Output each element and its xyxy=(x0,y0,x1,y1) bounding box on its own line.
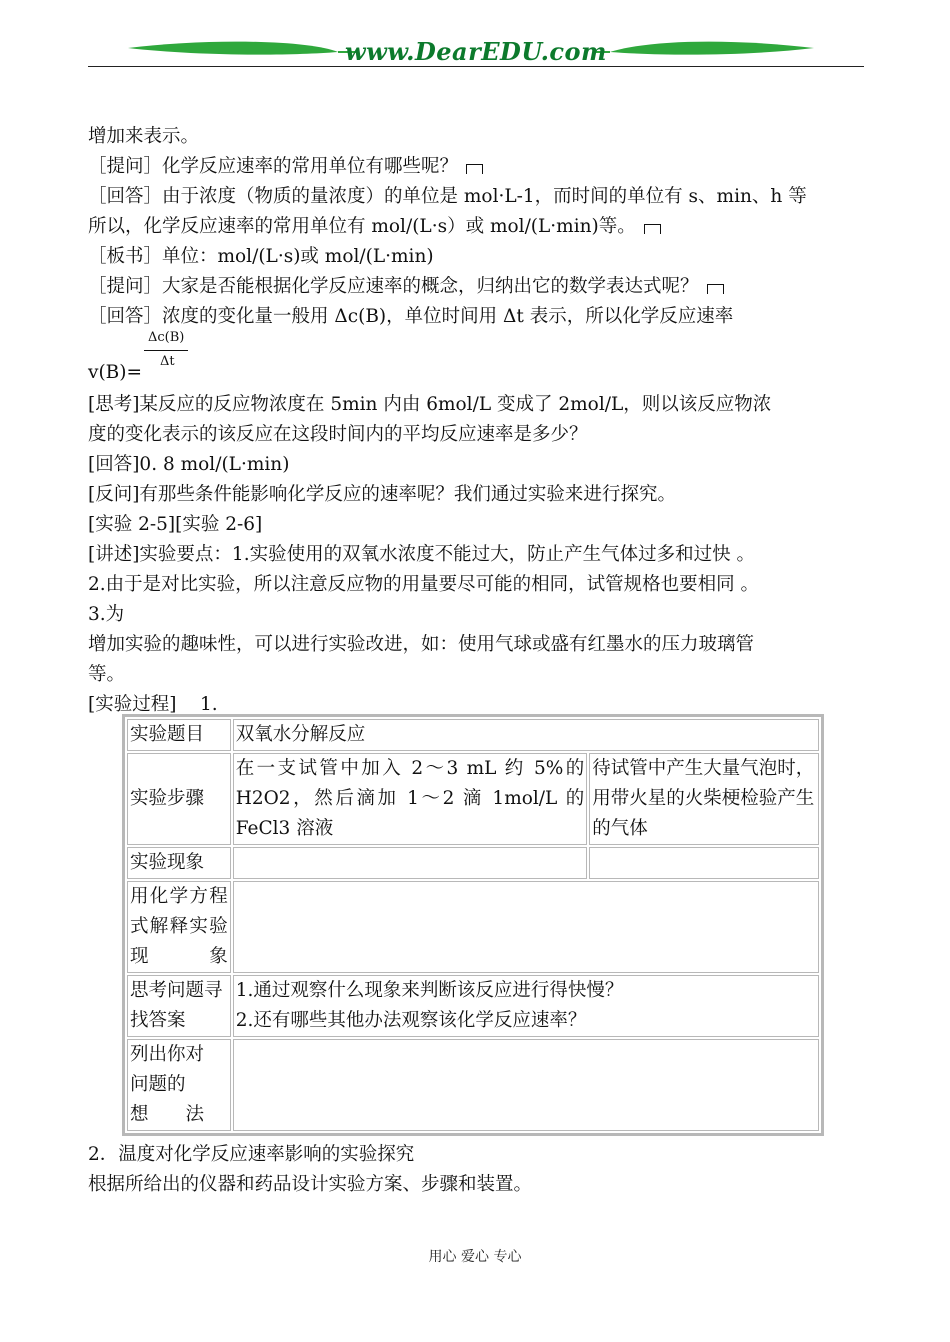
table-row xyxy=(127,719,819,751)
text-line: 2．温度对化学反应速率影响的实验探究 xyxy=(88,1144,415,1165)
site-logo-text: www.DearEDU.com xyxy=(345,37,607,66)
text-line xyxy=(88,272,878,302)
table-step-cell: 在一支试管中加入 2～3 mL 约 5%的 H2O2，然后滴加 1～2 滴 1mol/L 的 FeCl3 溶液 xyxy=(233,753,588,845)
table-label-cell: 实验步骤 xyxy=(127,753,231,845)
bracket-mark-icon xyxy=(466,164,483,174)
table-label-cell xyxy=(127,1039,231,1131)
text-line: 2.由于是对比实验，所以注意反应物的用量要尽可能的相同，试管规格也要相同 。 xyxy=(88,574,760,595)
formula-numerator: Δc(B) xyxy=(148,330,185,345)
header-rule xyxy=(88,66,864,67)
text-line: ［板书］单位：mol/(L·s)或 mol/(L·min) xyxy=(88,246,434,267)
table-empty-cell xyxy=(233,881,819,973)
table-label-cell: 实验题目 xyxy=(127,719,231,751)
table-label-cell: 思考问题寻找答案 xyxy=(127,975,231,1037)
lesson-body xyxy=(88,122,878,720)
question-item: 2.还有哪些其他办法观察该化学反应速率？ xyxy=(235,1010,587,1031)
table-empty-cell xyxy=(589,847,819,879)
text-line: 等。 xyxy=(88,664,126,685)
table-label-cell: 实验现象 xyxy=(127,847,231,879)
text-line: 3.为 xyxy=(88,604,125,625)
formula-lhs: v(B)= xyxy=(88,362,142,383)
experiment-table xyxy=(122,714,824,1136)
label-line: 想 法 xyxy=(130,1104,205,1125)
page-footer: 用心 爱心 专心 xyxy=(428,1249,522,1265)
section-continuation xyxy=(88,1140,878,1200)
text-line: [实验过程] 1. xyxy=(88,694,218,715)
page-header xyxy=(88,30,864,70)
bracket-mark-icon xyxy=(707,284,724,294)
text-line: [实验 2-5][实验 2-6] xyxy=(88,514,263,535)
table-row xyxy=(127,881,819,973)
rate-formula xyxy=(88,332,878,390)
formula-denominator: Δt xyxy=(160,354,175,369)
question-item: 1.通过观察什么现象来判断该反应进行得快慢？ xyxy=(235,980,624,1001)
text-line: 增加实验的趣味性，可以进行实验改进，如：使用气球或盛有红墨水的压力玻璃管 xyxy=(88,634,755,655)
table-question-cell xyxy=(233,975,819,1037)
table-row xyxy=(127,847,819,879)
label-line: 列出你对 xyxy=(130,1044,205,1065)
text-line: ［回答］由于浓度（物质的量浓度）的单位是 mol·L-1，而时间的单位有 s、min、h 等 xyxy=(88,186,807,207)
table-empty-cell xyxy=(233,1039,819,1131)
text-line: [思考]某反应的反应物浓度在 5min 内由 6mol/L 变成了 2mol/L，则以该反应物浓 xyxy=(88,394,772,415)
table-empty-cell xyxy=(233,847,588,879)
text-line: 增加来表示。 xyxy=(88,126,200,147)
text-line: 根据所给出的仪器和药品设计实验方案、步骤和装置。 xyxy=(88,1174,533,1195)
text-line xyxy=(88,212,878,242)
text-line: [回答]0. 8 mol/(L·min) xyxy=(88,454,290,475)
question-text: ［提问］化学反应速率的常用单位有哪些呢？ xyxy=(88,156,459,177)
answer-text: 所以，化学反应速率的常用单位有 mol/(L·s）或 mol/(L·min)等。 xyxy=(88,216,636,237)
table-value-cell: 双氧水分解反应 xyxy=(233,719,819,751)
table-row xyxy=(127,753,819,845)
question-text: ［提问］大家是否能根据化学反应速率的概念，归纳出它的数学表达式呢？ xyxy=(88,276,699,297)
table-row xyxy=(127,975,819,1037)
fraction-bar xyxy=(144,350,188,351)
table-step-cell: 待试管中产生大量气泡时，用带火星的火柴梗检验产生的气体 xyxy=(589,753,819,845)
text-line: 度的变化表示的该反应在这段时间内的平均反应速率是多少？ xyxy=(88,424,588,445)
table-row xyxy=(127,1039,819,1131)
bracket-mark-icon xyxy=(644,224,661,234)
table-label-cell: 用化学方程式解释实验现象 xyxy=(127,881,231,973)
text-line xyxy=(88,152,878,182)
text-line: [反问]有那些条件能影响化学反应的速率呢？我们通过实验来进行探究。 xyxy=(88,484,676,505)
text-line: [讲述]实验要点：1.实验使用的双氧水浓度不能过大，防止产生气体过多和过快 。 xyxy=(88,544,755,565)
label-line: 问题的 xyxy=(130,1074,186,1095)
text-line: ［回答］浓度的变化量一般用 Δc(B)，单位时间用 Δt 表示，所以化学反应速率 xyxy=(88,306,734,327)
